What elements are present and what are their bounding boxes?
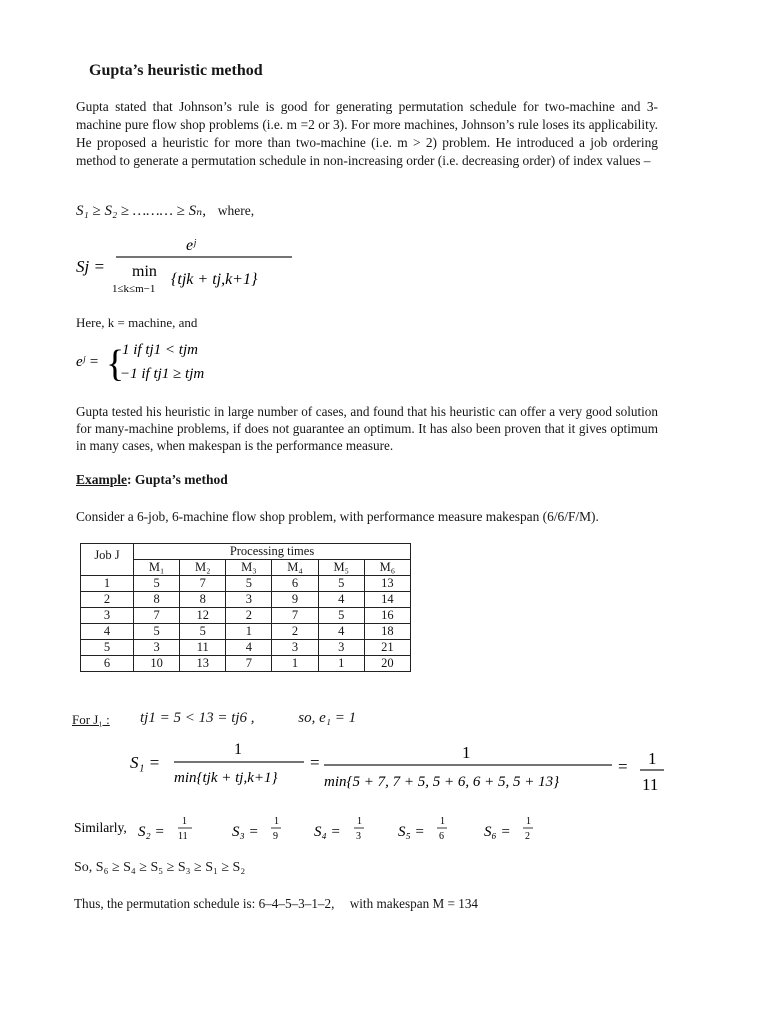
formula-sj-min-range: 1≤k≤m−1 (112, 283, 156, 295)
processing-times-table (80, 543, 411, 672)
results-paragraph: Gupta tested his heuristic in large number of cases, and found that his heuristic can offer a very good solution for many-machine problems, if does not guarantee an optimum. It has also been proven that it gives optimum in many cases, when makespan is the performance measure. (76, 404, 658, 453)
intro-paragraph: Gupta stated that Johnson’s rule is good for generating permutation schedule for two-machine and 3-machine pure flow shop problems (i.e. m =2 or 3). For more machines, Johnson’s rule loses its applicability. He proposed a heuristic for more than two-machine (i.e. m > 2) problem. He introduced a job ordering method to generate a permutation schedule in non-increasing order (i.e. decreasing order) of index values – (76, 99, 658, 168)
table-header-processing: Processing times (134, 544, 411, 560)
table-cell: 1 (226, 624, 272, 640)
table-cell: 18 (364, 624, 410, 640)
s4-den: 3 (356, 831, 361, 842)
formula-sj-min: min (132, 263, 157, 280)
here-text: Here, k = machine, and (76, 315, 198, 330)
ordering-expression: S₁ ≥ S₂ ≥ ……… ≥ Sₙ, (76, 203, 206, 219)
page-title: Gupta’s heuristic method (89, 62, 263, 79)
s1-frac3-num: 1 (648, 749, 657, 768)
example-title: : Gupta’s method (127, 472, 228, 487)
s1-equals-1: = (310, 753, 320, 772)
s2-num: 1 (182, 816, 187, 827)
s1-equation (130, 738, 670, 800)
table-cell: 6 (272, 576, 318, 592)
s3-num: 1 (274, 816, 279, 827)
s3-den: 9 (273, 831, 278, 842)
s3-lhs: S₃ = (232, 824, 259, 840)
table-cell: 5 (134, 624, 180, 640)
s4-lhs: S₄ = (314, 824, 341, 840)
table-cell: 16 (364, 608, 410, 624)
table-header-machine: M₃ (226, 560, 272, 576)
schedule-conclusion (74, 896, 478, 912)
table-cell: 3 (81, 608, 134, 624)
table-cell: 4 (318, 624, 364, 640)
table-cell: 21 (364, 640, 410, 656)
table-cell: 5 (180, 624, 226, 640)
s5-den: 6 (439, 831, 444, 842)
table-cell: 13 (180, 656, 226, 672)
table-cell: 2 (272, 624, 318, 640)
makespan-text: with makespan M = 134 (349, 896, 479, 911)
table-cell: 20 (364, 656, 410, 672)
table-cell: 5 (226, 576, 272, 592)
table-row (81, 576, 411, 592)
table-row (81, 608, 411, 624)
table-cell: 5 (81, 640, 134, 656)
example-heading (76, 472, 228, 488)
table-cell: 7 (272, 608, 318, 624)
ordering-result: So, S₆ ≥ S₄ ≥ S₅ ≥ S₃ ≥ S₁ ≥ S₂ (74, 860, 246, 875)
s2-den: 11 (178, 831, 188, 842)
table-cell: 8 (134, 592, 180, 608)
s4-num: 1 (357, 816, 362, 827)
e1-comparison: tj1 = 5 < 13 = tj6 , (140, 710, 255, 726)
example-label: Example (76, 472, 128, 487)
table-header-machine: M₅ (318, 560, 364, 576)
table-cell: 6 (81, 656, 134, 672)
table-cell: 14 (364, 592, 410, 608)
s1-lhs: S₁ = (130, 753, 161, 772)
table-cell: 5 (318, 576, 364, 592)
s2-lhs: S₂ = (138, 824, 165, 840)
table-cell: 3 (134, 640, 180, 656)
table-cell: 2 (226, 608, 272, 624)
for-j1-text: For J₁ : (72, 712, 110, 727)
s1-frac1-num: 1 (234, 741, 242, 758)
for-j1-label (72, 712, 110, 728)
table-row (81, 592, 411, 608)
similarly-values (74, 812, 674, 852)
table-row (81, 656, 411, 672)
ordering-where: where, (217, 203, 255, 218)
formula-sj-lhs: Sj = (76, 257, 105, 276)
table-cell: 5 (134, 576, 180, 592)
formula-ej-brace: { (106, 343, 125, 385)
similarly-label: Similarly, (74, 820, 127, 835)
table-row (81, 640, 411, 656)
s1-frac1-den: min{tjk + tj,k+1} (174, 770, 278, 786)
table-cell: 7 (226, 656, 272, 672)
s6-lhs: S₆ = (484, 824, 511, 840)
table-cell: 3 (272, 640, 318, 656)
formula-ej (76, 336, 276, 386)
s1-frac2-den: min{5 + 7, 7 + 5, 5 + 6, 6 + 5, 5 + 13} (324, 774, 560, 790)
formula-sj-numerator: eʲ (186, 237, 196, 254)
table-header-machine: M₂ (180, 560, 226, 576)
table-cell: 3 (226, 592, 272, 608)
s6-num: 1 (526, 816, 531, 827)
table-header-machine: M₁ (134, 560, 180, 576)
s5-num: 1 (440, 816, 445, 827)
formula-sj-denominator: {tjk + tj,k+1} (171, 271, 258, 288)
s6-den: 2 (525, 831, 530, 842)
table-cell: 1 (81, 576, 134, 592)
table-cell: 13 (364, 576, 410, 592)
table-cell: 5 (318, 608, 364, 624)
formula-ej-lhs: eʲ = (76, 354, 99, 370)
table-header-machine: M₆ (364, 560, 410, 576)
table-cell: 11 (180, 640, 226, 656)
table-cell: 2 (81, 592, 134, 608)
table-cell: 1 (272, 656, 318, 672)
table-cell: 3 (318, 640, 364, 656)
table-body (81, 576, 411, 672)
s1-equals-2: = (618, 757, 628, 776)
table-cell: 8 (180, 592, 226, 608)
e1-result: so, e₁ = 1 (298, 710, 357, 726)
table-cell: 7 (180, 576, 226, 592)
e1-derivation (140, 710, 356, 727)
table-cell: 1 (318, 656, 364, 672)
table-cell: 9 (272, 592, 318, 608)
table-cell: 4 (226, 640, 272, 656)
table-header-machine: M₄ (272, 560, 318, 576)
s5-lhs: S₅ = (398, 824, 425, 840)
table-cell: 4 (81, 624, 134, 640)
formula-ej-case1: 1 if tj1 < tjm (122, 342, 198, 358)
s1-frac2-num: 1 (462, 743, 471, 762)
formula-sj (76, 232, 336, 300)
schedule-text: Thus, the permutation schedule is: 6–4–5–3–1–2, (74, 896, 335, 911)
formula-ej-case2: −1 if tj1 ≥ tjm (120, 366, 205, 382)
table-cell: 12 (180, 608, 226, 624)
table-cell: 4 (318, 592, 364, 608)
table-row (81, 624, 411, 640)
table-cell: 10 (134, 656, 180, 672)
table-header-job: Job J (81, 544, 134, 576)
table-cell: 7 (134, 608, 180, 624)
problem-statement: Consider a 6-job, 6-machine flow shop problem, with performance measure makespan (6/6/F/M). (76, 509, 599, 524)
ordering-inequality (76, 201, 254, 220)
s1-frac3-den: 11 (642, 775, 659, 794)
